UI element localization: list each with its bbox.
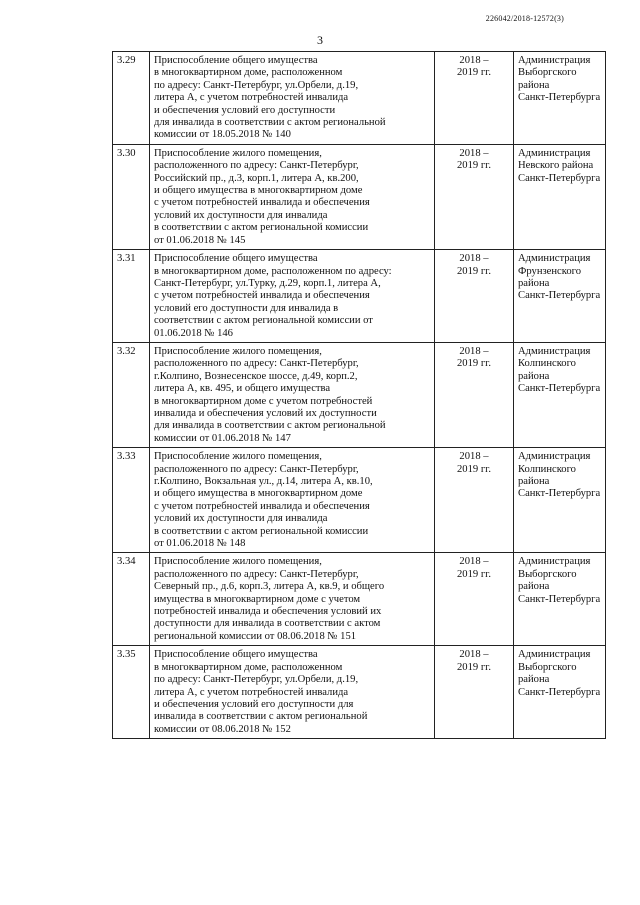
measure-description-line: литера А, с учетом потребностей инвалида (154, 686, 349, 698)
measure-description-line: комиссии от 08.06.2018 № 152 (154, 723, 291, 735)
implementation-period-line: 2019 гг. (457, 160, 491, 172)
measure-description-line: от 01.06.2018 № 145 (154, 234, 246, 246)
row-number: 3.31 (113, 250, 150, 343)
measure-description-line: Приспособление общего имущества (154, 649, 318, 661)
measure-description-line: г.Колпино, Вокзальная ул., д.14, литера А, кв.10, (154, 476, 373, 487)
implementation-period-line: 2018 – (459, 556, 489, 568)
table-row (113, 448, 606, 553)
measure-description-line: по адресу: Санкт-Петербург, ул.Орбели, д.19, (154, 79, 359, 91)
measure-description-line: в многоквартирном доме, расположенном (154, 67, 343, 79)
row-number: 3.30 (113, 144, 150, 249)
measure-description-line: с учетом потребностей инвалида и обеспечения (154, 197, 370, 209)
responsible-executor (514, 250, 606, 343)
measure-description-line: комиссии от 01.06.2018 № 147 (154, 432, 291, 444)
measure-description-line: Приспособление жилого помещения, (154, 556, 322, 568)
measure-description-line: с учетом потребностей инвалида и обеспечения (154, 290, 370, 302)
measure-description-line: расположенного по адресу: Санкт-Петербург, (154, 358, 359, 370)
row-number: 3.32 (113, 342, 150, 447)
measure-description-line: для инвалида в соответствии с актом региональной (154, 117, 386, 129)
implementation-period (435, 52, 514, 145)
measure-description-line: в многоквартирном доме, расположенном по адресу: (154, 265, 392, 277)
measure-description-line: имущества в многоквартирном доме с учетом (154, 593, 361, 605)
measure-description-line: Российский пр., д.3, корп.1, литера А, кв.200, (154, 172, 359, 184)
measure-description-line: Приспособление общего имущества (154, 253, 318, 265)
measure-description-line: 01.06.2018 № 146 (154, 327, 233, 339)
responsible-executor-line: Невского района (518, 160, 594, 172)
table-row (113, 342, 606, 447)
implementation-period-line: 2019 гг. (457, 358, 491, 370)
measure-description (150, 342, 435, 447)
implementation-period-line: 2019 гг. (457, 661, 491, 673)
responsible-executor-line: Санкт-Петербурга (518, 383, 601, 395)
measure-description-line: комиссии от 18.05.2018 № 140 (154, 129, 291, 141)
measure-description-line: для инвалида в соответствии с актом региональной (154, 420, 386, 432)
measure-description-line: в соответствии с актом региональной комиссии (154, 525, 369, 537)
measure-description-line: инвалида и обеспечения условий их доступности (154, 407, 377, 419)
responsible-executor-line: Санкт-Петербурга (518, 488, 601, 500)
measure-description-line: с учетом потребностей инвалида и обеспечения (154, 500, 370, 512)
table-row (113, 144, 606, 249)
responsible-executor-line: Администрация (518, 556, 591, 568)
responsible-executor (514, 553, 606, 646)
row-number: 3.33 (113, 448, 150, 553)
table-row (113, 52, 606, 145)
responsible-executor (514, 448, 606, 553)
measure-description-line: по адресу: Санкт-Петербург, ул.Орбели, д.19, (154, 674, 359, 686)
responsible-executor-line: Санкт-Петербурга (518, 593, 601, 605)
implementation-period-line: 2018 – (459, 253, 489, 265)
responsible-executor-line: Санкт-Петербурга (518, 92, 601, 104)
implementation-period-line: 2018 – (459, 345, 489, 357)
implementation-period (435, 144, 514, 249)
measure-description (150, 52, 435, 145)
implementation-period (435, 646, 514, 739)
measure-description-line: Приспособление жилого помещения, (154, 451, 322, 463)
row-number: 3.35 (113, 646, 150, 739)
responsible-executor-line: района (518, 370, 550, 382)
measure-description-line: и общего имущества в многоквартирном доме (154, 488, 363, 500)
measure-description-line: условий их доступности для инвалида (154, 513, 328, 525)
measure-description-line: Приспособление общего имущества (154, 55, 318, 66)
document-registration-code: 226042/2018-12572(3) (485, 14, 564, 23)
row-number: 3.34 (113, 553, 150, 646)
measure-description-line: в многоквартирном доме, расположенном (154, 661, 343, 673)
table-row (113, 646, 606, 739)
measure-description-line: и общего имущества в многоквартирном доме (154, 185, 363, 197)
measure-description-line: и обеспечения условий его доступности для (154, 698, 354, 710)
measure-description-line: литера А, с учетом потребностей инвалида (154, 92, 349, 104)
responsible-executor-line: Колпинского (518, 358, 576, 370)
page-number: 3 (317, 33, 323, 47)
measure-description (150, 646, 435, 739)
implementation-period-line: 2019 гг. (457, 265, 491, 277)
responsible-executor-line: Выборгского (518, 661, 577, 673)
measure-description (150, 553, 435, 646)
measure-description-line: литера А, кв. 495, и общего имущества (154, 383, 331, 395)
responsible-executor-line: Санкт-Петербурга (518, 686, 601, 698)
measure-description-line: условий его доступности для инвалида в (154, 302, 339, 314)
measure-description-line: расположенного по адресу: Санкт-Петербург, (154, 568, 359, 580)
responsible-executor-line: Администрация (518, 55, 591, 66)
measure-description-line: в соответствии с актом региональной комиссии (154, 222, 369, 234)
measure-description (150, 448, 435, 553)
responsible-executor-line: Выборгского (518, 67, 577, 79)
implementation-period-line: 2018 – (459, 451, 489, 463)
responsible-executor (514, 342, 606, 447)
measure-description-line: соответствии с актом региональной комиссии от (154, 315, 373, 327)
measure-description-line: потребностей инвалида и обеспечения условий их (154, 606, 382, 618)
measures-table (112, 51, 606, 739)
measure-description-line: г.Колпино, Вознесенское шоссе, д.49, корп.2, (154, 370, 358, 382)
responsible-executor-line: Администрация (518, 345, 591, 357)
responsible-executor-line: района (518, 277, 550, 289)
responsible-executor-line: Санкт-Петербурга (518, 172, 601, 184)
measure-description (150, 144, 435, 249)
responsible-executor-line: Администрация (518, 649, 591, 661)
measure-description-line: Приспособление жилого помещения, (154, 147, 322, 159)
responsible-executor-line: Санкт-Петербурга (518, 290, 601, 302)
measures-table-body (113, 52, 606, 739)
responsible-executor (514, 52, 606, 145)
implementation-period-line: 2019 гг. (457, 568, 491, 580)
measure-description-line: расположенного по адресу: Санкт-Петербург, (154, 463, 359, 475)
implementation-period-line: 2019 гг. (457, 463, 491, 475)
responsible-executor-line: Администрация (518, 147, 591, 159)
measure-description-line: в многоквартирном доме с учетом потребностей (154, 395, 373, 407)
measure-description-line: Приспособление жилого помещения, (154, 345, 322, 357)
measure-description-line: расположенного по адресу: Санкт-Петербург, (154, 160, 359, 172)
measure-description-line: Северный пр., д.6, корп.3, литера А, кв.9, и общего (154, 581, 385, 593)
measure-description-line: условий их доступности для инвалида (154, 209, 328, 221)
responsible-executor-line: Администрация (518, 253, 591, 265)
measure-description (150, 250, 435, 343)
responsible-executor-line: района (518, 674, 550, 686)
responsible-executor-line: района (518, 581, 550, 593)
implementation-period-line: 2018 – (459, 55, 489, 66)
measure-description-line: инвалида в соответствии с актом региональной (154, 711, 368, 723)
responsible-executor (514, 144, 606, 249)
implementation-period-line: 2019 гг. (457, 67, 491, 79)
table-row (113, 553, 606, 646)
responsible-executor-line: Выборгского (518, 568, 577, 580)
implementation-period (435, 250, 514, 343)
measure-description-line: от 01.06.2018 № 148 (154, 538, 246, 550)
implementation-period-line: 2018 – (459, 649, 489, 661)
implementation-period (435, 553, 514, 646)
row-number: 3.29 (113, 52, 150, 145)
implementation-period (435, 448, 514, 553)
responsible-executor-line: района (518, 79, 550, 91)
measure-description-line: и обеспечения условий его доступности (154, 104, 336, 116)
table-row (113, 250, 606, 343)
measure-description-line: доступности для инвалида в соответствии с актом (154, 618, 381, 630)
responsible-executor-line: Колпинского (518, 463, 576, 475)
implementation-period-line: 2018 – (459, 147, 489, 159)
measure-description-line: Санкт-Петербург, ул.Турку, д.29, корп.1, литера А, (154, 277, 381, 289)
measure-description-line: региональной комиссии от 08.06.2018 № 151 (154, 630, 357, 642)
responsible-executor-line: района (518, 476, 550, 487)
responsible-executor-line: Администрация (518, 451, 591, 463)
responsible-executor (514, 646, 606, 739)
implementation-period (435, 342, 514, 447)
responsible-executor-line: Фрунзенского (518, 265, 582, 277)
